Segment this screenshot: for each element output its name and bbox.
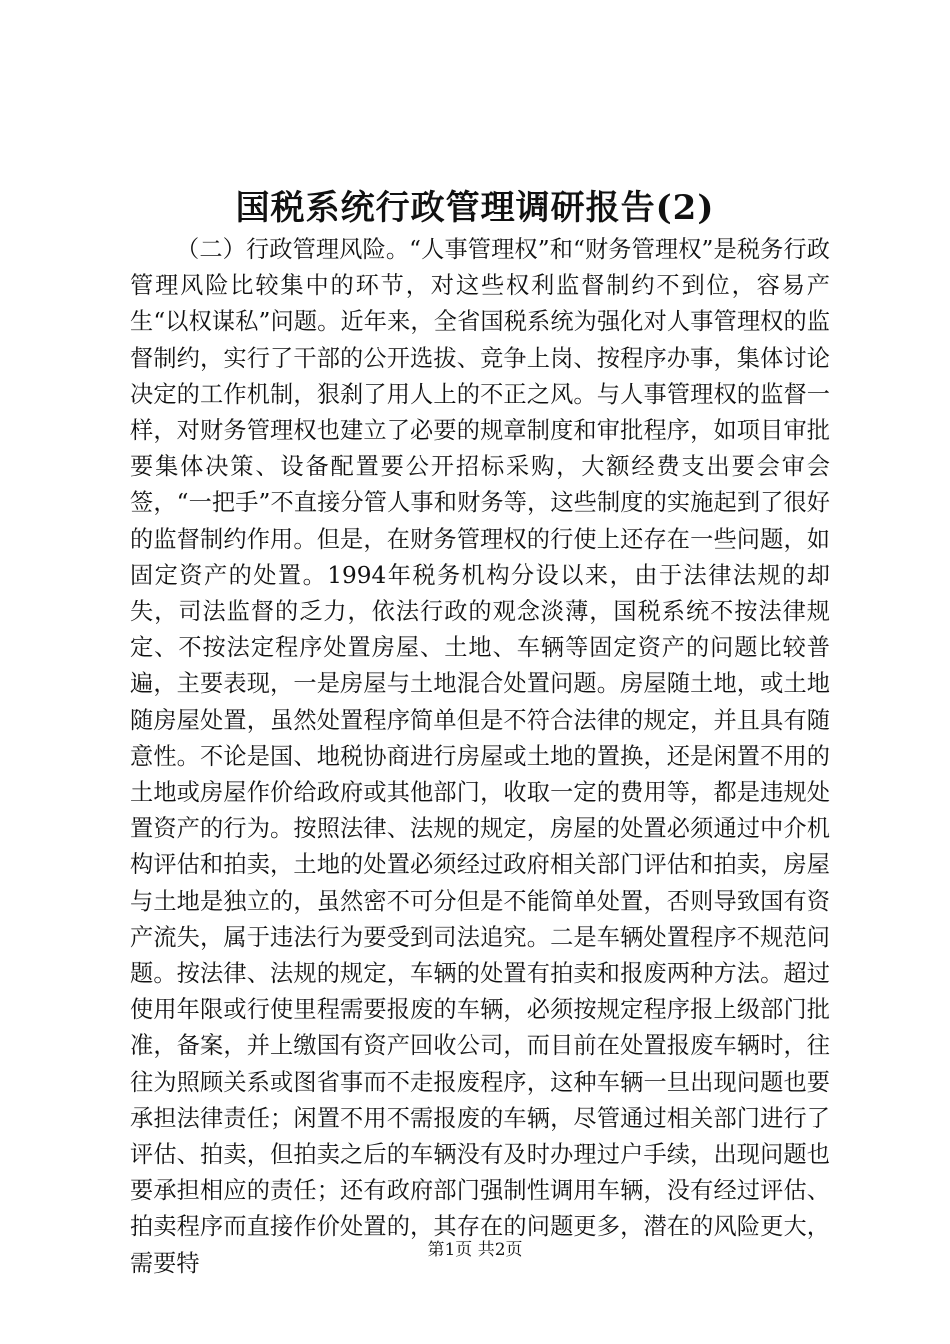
- body-paragraph: （二）行政管理风险。“人事管理权”和“财务管理权”是税务行政管理风险比较集中的环节，对这些权利监督制约不到位，容易产生“以权谋私”问题。近年来，全省国税系统为强化对人事管理权的监督制约，实行了干部的公开选拔、竞争上岗、按程序办事，集体讨论决定的工作机制，狠刹了用人上的不正之风。与人事管理权的监督一样，对财务管理权也建立了必要的规章制度和审批程序，如项目审批要集体决策、设备配置要公开招标采购，大额经费支出要会审会签，“一把手”不直接分管人事和财务等，这些制度的实施起到了很好的监督制约作用。但是，在财务管理权的行使上还存在一些问题，如固定资产的处置。1994年税务机构分设以来，由于法律法规的却失，司法监督的乏力，依法行政的观念淡薄，国税系统不按法律规定、不按法定程序处置房屋、土地、车辆等固定资产的问题比较普遍，主要表现，一是房屋与土地混合处置问题。房屋随土地，或土地随房屋处置，虽然处置程序简单但是不符合法律的规定，并且具有随意性。不论是国、地税协商进行房屋或土地的置换，还是闲置不用的土地或房屋作价给政府或其他部门，收取一定的费用等，都是违规处置资产的行为。按照法律、法规的规定，房屋的处置必须通过中介机构评估和拍卖，土地的处置必须经过政府相关部门评估和拍卖，房屋与土地是独立的，虽然密不可分但是不能简单处置，否则导致国有资产流失，属于违法行为要受到司法追究。二是车辆处置程序不规范问题。按法律、法规的规定，车辆的处置有拍卖和报废两种方法。超过使用年限或行使里程需要报废的车辆，必须按规定程序报上级部门批准，备案，并上缴国有资产回收公司，而目前在处置报废车辆时，往往为照顾关系或图省事而不走报废程序，这种车辆一旦出现问题也要承担法律责任；闲置不用不需报废的车辆，尽管通过相关部门进行了评估、拍卖，但拍卖之后的车辆没有及时办理过户手续，出现问题也要承担相应的责任；还有政府部门强制性调用车辆，没有经过评估、拍卖程序而直接作价处置的，其存在的问题更多，潜在的风险更大，需要特: [130, 236, 830, 1277]
- document-title: 国税系统行政管理调研报告(2): [235, 188, 715, 228]
- page-number: 第1页 共2页: [427, 1240, 523, 1260]
